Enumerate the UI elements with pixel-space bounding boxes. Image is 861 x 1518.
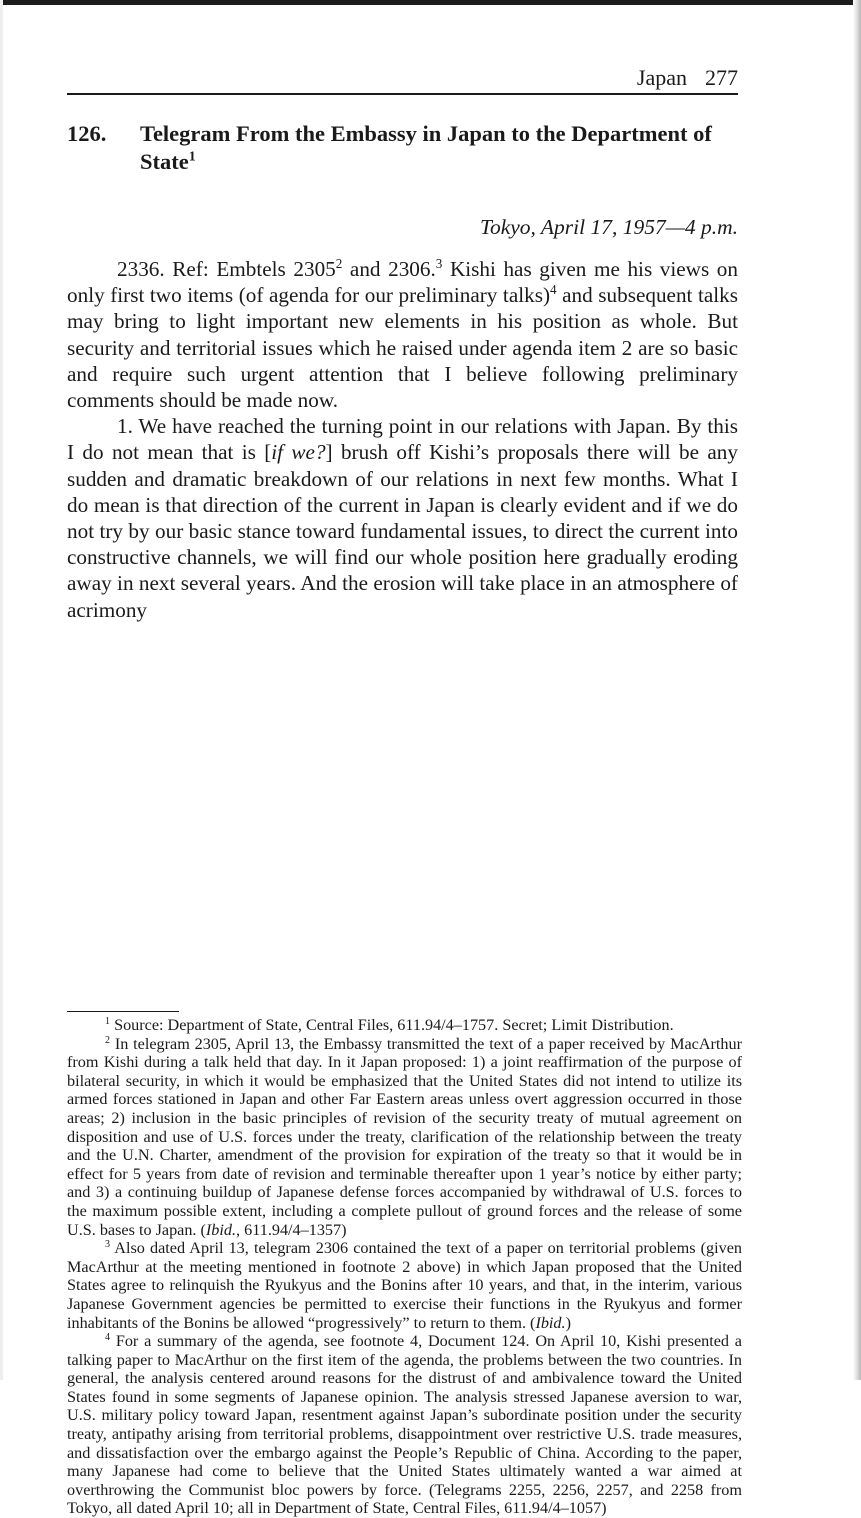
document-title-text: Telegram From the Embassy in Japan to the Department of State xyxy=(140,121,712,174)
dateline: Tokyo, April 17, 1957—4 p.m. xyxy=(479,215,738,239)
document-title xyxy=(140,120,738,176)
footnote-4-text: For a summary of the agenda, see footnote 4, Document 124. On April 10, Kishi presented a talking paper to MacArthur on the first item of the agenda, the problems between the two countries. In general, the analysis centered around reasons for the distrust of and ambivalence toward the United States found in some segments of Japanese opinion. The analysis stressed Japanese aversion to war, U.S. military policy toward Japan, resentment against Japan’s subordinate position under the security treaty, antipathy arising from territorial problems, disappointment over restrictive U.S. trade measures, and dissatisfaction over the embargo against the People’s Republic of China. According to the paper, many Japanese had come to believe that the United States ultimately wanted a war aimed at overthrowing the Communist bloc powers by force. (Telegrams 2255, 2256, 2257, and 2258 from Tokyo, all dated April 10; all in Department of State, Central Files, 611.94/4–1057) xyxy=(67,1332,742,1518)
page-right-edge xyxy=(853,0,861,1380)
footnote-3-mark: 3 xyxy=(105,1239,111,1251)
page-left-edge xyxy=(0,0,3,1380)
footnotes xyxy=(67,1016,742,1518)
footnote-ref-4: 4 xyxy=(550,282,557,298)
footnote-2-tail: , 611.94/4–1357) xyxy=(236,1220,347,1239)
footnote-1-mark: 1 xyxy=(105,1015,111,1027)
footnote-3-text: Also dated April 13, telegram 2306 contained the text of a paper on territorial problems (given MacArthur at the meeting mentioned in footnote 2 above) in which Japan proposed that the United States agree to relinquish the Ryukyus and the Bonins after 10 years, and that, in the interim, various Japanese Government agencies be permitted to exercise their functions in the Ryukyus and former inhabitants of the Bonins be allowed “progressively” to return to them. ( xyxy=(67,1239,742,1332)
page-top-edge xyxy=(0,0,861,5)
footnote-3 xyxy=(67,1239,742,1332)
footnote-3-tail: ) xyxy=(565,1313,571,1332)
footnote-rule xyxy=(67,1011,179,1012)
body-p2-text-a: 1. We have reached the turning point in our relations with Japan. By this I do not mean that is [ xyxy=(67,414,738,465)
footnote-4-mark: 4 xyxy=(105,1332,111,1344)
footnote-3-citation: Ibid. xyxy=(535,1313,566,1332)
body-p1-text-b: and 2306. xyxy=(342,257,436,281)
body-p1-text-d: and subsequent talks may bring to light important new elements in his position as whole. But security and territorial issues which he raised under agenda item 2 are so basic and require such urgent attention that I believe following preliminary comments should be made now. xyxy=(67,283,738,413)
footnote-ref-3: 3 xyxy=(435,256,443,272)
footnote-1 xyxy=(67,1016,742,1035)
footnote-2-mark: 2 xyxy=(105,1034,111,1046)
document-heading xyxy=(67,120,738,176)
title-footnote-ref: 1 xyxy=(188,149,196,165)
telegram-body xyxy=(67,256,738,623)
running-head xyxy=(67,62,738,95)
body-p1-text-c: Kishi has given me his views on only first two items (of agenda for our preliminary talks) xyxy=(67,257,738,308)
footnote-2 xyxy=(67,1035,742,1240)
running-head-section: Japan xyxy=(636,65,687,90)
editorial-insertion: if we? xyxy=(271,440,326,465)
body-p2-text-b: ] brush off Kishi’s proposals there will be any sudden and dramatic breakdown of our relations in next few months. What I do mean is that direction of the current in Japan is clearly evident and if we do not try by our basic stance toward fundamental issues, to direct the current into constructive channels, we will find our whole position here gradually eroding away in next several years. And the erosion will take place in an atmosphere of acrimony xyxy=(67,440,738,622)
body-p1-text-a: 2336. Ref: Embtels 2305 xyxy=(117,257,336,281)
footnote-ref-2: 2 xyxy=(335,256,343,272)
footnote-4 xyxy=(67,1332,742,1518)
footnote-1-text: Source: Department of State, Central Files, 611.94/4–1757. Secret; Limit Distribution. xyxy=(110,1016,674,1034)
footnote-2-citation: Ibid. xyxy=(205,1220,237,1239)
body-paragraph-2 xyxy=(67,413,738,623)
body-paragraph-1 xyxy=(67,256,738,413)
page-number: 277 xyxy=(705,65,738,90)
document-number: 126. xyxy=(67,121,107,146)
footnote-2-text: In telegram 2305, April 13, the Embassy transmitted the text of a paper received by MacArthur from Kishi during a talk held that day. In it Japan proposed: 1) a joint reaffirmation of the purpose of bilateral security, in which it would be emphasized that the United States did not intend to utilize its armed forces stationed in Japan and other Far Eastern areas unless overt aggression occurred in those areas; 2) inclusion in the basic principles of revision of the security treaty of mutual agreement on disposition and use of U.S. forces under the treaty, clarification of the relationship between the treaty and the U.N. Charter, amendment of the provision for expiration of the treaty so that it would be in effect for 5 years from date of revision and terminable thereafter upon 1 year’s notice by either party; and 3) a continuing buildup of Japanese defense forces accompanied by withdrawal of U.S. forces to the maximum possible extent, including a complete pullout of ground forces and the release of some U.S. bases to Japan. ( xyxy=(67,1034,742,1239)
